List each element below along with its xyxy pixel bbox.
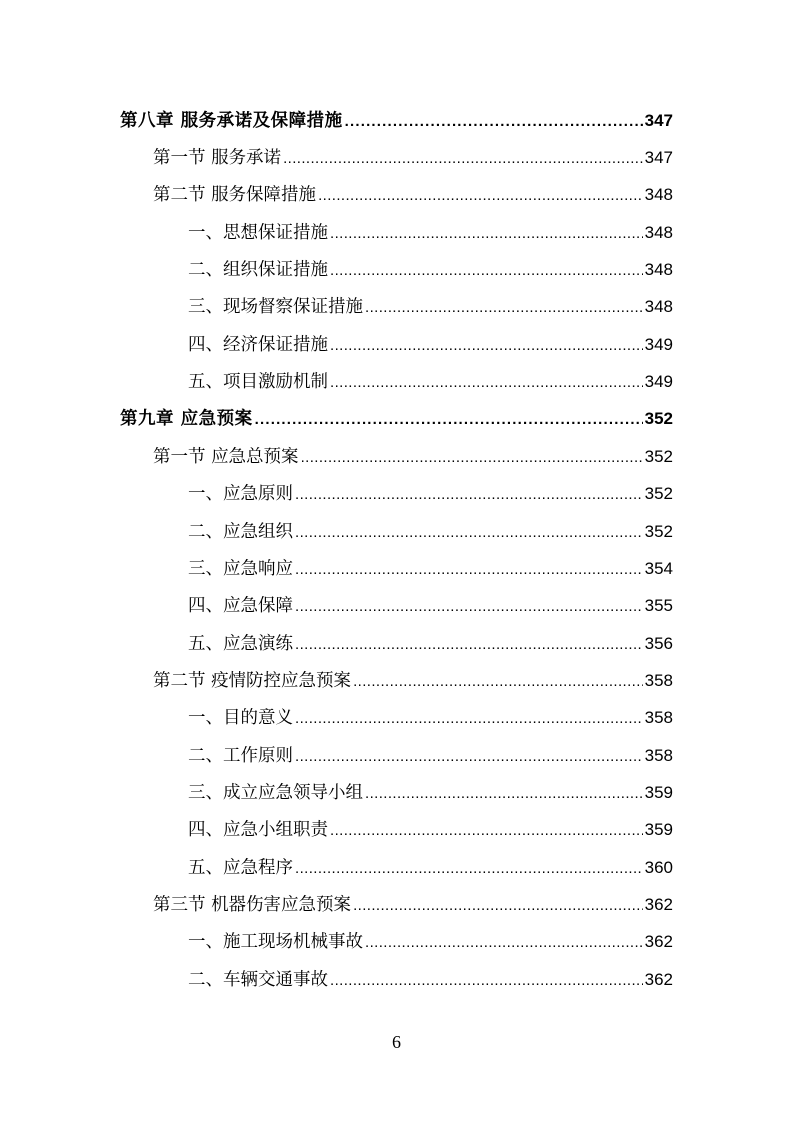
toc-subsection[interactable] — [188, 592, 673, 617]
toc-title: 四、应急保障 — [188, 596, 293, 616]
toc-leader-dots — [345, 113, 643, 130]
toc-page-number: 352 — [644, 484, 673, 503]
toc-subsection[interactable] — [188, 630, 673, 655]
toc-title: 三、成立应急领导小组 — [188, 783, 363, 803]
toc-page-number: 348 — [644, 260, 673, 279]
toc-subsection[interactable] — [188, 480, 673, 505]
toc-page-number: 352 — [644, 447, 673, 466]
toc-title: 一、目的意义 — [188, 708, 293, 728]
toc-page-number: 349 — [644, 372, 673, 391]
toc-page-number: 356 — [644, 634, 673, 653]
toc-title: 三、应急响应 — [188, 559, 293, 579]
toc-title: 五、应急程序 — [188, 858, 293, 878]
toc-subsection[interactable] — [188, 293, 673, 318]
toc-page-number: 358 — [644, 708, 673, 727]
toc-title: 第一节 服务承诺 — [153, 148, 282, 168]
toc-leader-dots — [365, 785, 643, 802]
toc-title: 四、应急小组职责 — [188, 820, 328, 840]
toc-leader-dots — [353, 897, 643, 914]
toc-leader-dots — [330, 822, 643, 839]
toc-subsection[interactable] — [188, 854, 673, 879]
toc-leader-dots — [295, 524, 643, 541]
toc-title: 三、现场督察保证措施 — [188, 297, 363, 317]
toc-leader-dots — [353, 673, 643, 690]
toc-page-number: 352 — [644, 522, 673, 541]
toc-leader-dots — [295, 486, 643, 503]
toc-title: 第九章 应急预案 — [120, 409, 253, 429]
toc-title: 一、思想保证措施 — [188, 223, 328, 243]
toc-subsection[interactable] — [188, 256, 673, 281]
toc-subsection[interactable] — [188, 816, 673, 841]
toc-subsection[interactable] — [188, 742, 673, 767]
toc-leader-dots — [330, 972, 643, 989]
toc-page-number: 362 — [644, 932, 673, 951]
toc-page-number: 354 — [644, 559, 673, 578]
toc-subsection[interactable] — [188, 368, 673, 393]
toc-leader-dots — [318, 187, 643, 204]
toc-page-number: 347 — [644, 148, 673, 167]
toc-title: 五、应急演练 — [188, 634, 293, 654]
toc-page-number: 360 — [644, 858, 673, 877]
toc-leader-dots — [365, 934, 643, 951]
toc-leader-dots — [295, 598, 643, 615]
toc-subsection[interactable] — [188, 219, 673, 244]
toc-subsection[interactable] — [188, 966, 673, 991]
toc-subsection[interactable] — [188, 518, 673, 543]
toc-title: 一、应急原则 — [188, 484, 293, 504]
toc-leader-dots — [365, 299, 643, 316]
toc-leader-dots — [255, 411, 643, 428]
toc-title: 第八章 服务承诺及保障措施 — [120, 111, 343, 131]
toc-title: 第二节 服务保障措施 — [153, 185, 317, 205]
toc-page-number: 358 — [644, 671, 673, 690]
toc-title: 二、应急组织 — [188, 522, 293, 542]
toc-title: 五、项目激励机制 — [188, 372, 328, 392]
toc-title: 一、施工现场机械事故 — [188, 932, 363, 952]
toc-title: 四、经济保证措施 — [188, 335, 328, 355]
toc-leader-dots — [330, 374, 643, 391]
toc-title: 第一节 应急总预案 — [153, 447, 299, 467]
toc-leader-dots — [295, 748, 643, 765]
toc-leader-dots — [295, 561, 643, 578]
toc-chapter[interactable] — [120, 107, 673, 132]
toc-section[interactable] — [153, 667, 673, 692]
toc-subsection[interactable] — [188, 704, 673, 729]
toc-leader-dots — [330, 337, 643, 354]
toc-page-number: 355 — [644, 596, 673, 615]
toc-page-number: 362 — [644, 895, 673, 914]
toc-subsection[interactable] — [188, 928, 673, 953]
toc-page-number: 359 — [644, 783, 673, 802]
toc-page-number: 359 — [644, 820, 673, 839]
toc-leader-dots — [301, 449, 643, 466]
toc-page-number: 348 — [644, 223, 673, 242]
toc-page-number: 349 — [644, 335, 673, 354]
toc-page-number: 347 — [644, 111, 673, 130]
toc-title: 第二节 疫情防控应急预案 — [153, 671, 352, 691]
toc-title: 二、组织保证措施 — [188, 260, 328, 280]
toc-title: 二、工作原则 — [188, 746, 293, 766]
toc-title: 二、车辆交通事故 — [188, 970, 328, 990]
toc-page-number: 348 — [644, 185, 673, 204]
toc-page-number: 352 — [644, 409, 673, 428]
toc-page-number: 358 — [644, 746, 673, 765]
toc-chapter[interactable] — [120, 405, 673, 430]
toc-section[interactable] — [153, 891, 673, 916]
page-number-footer: 6 — [392, 1032, 401, 1052]
toc-subsection[interactable] — [188, 779, 673, 804]
toc-leader-dots — [283, 150, 643, 167]
toc-leader-dots — [330, 262, 643, 279]
toc-section[interactable] — [153, 144, 673, 169]
toc-section[interactable] — [153, 181, 673, 206]
toc-section[interactable] — [153, 443, 673, 468]
toc-page-number: 348 — [644, 297, 673, 316]
toc-subsection[interactable] — [188, 331, 673, 356]
toc-title: 第三节 机器伤害应急预案 — [153, 895, 352, 915]
toc-leader-dots — [295, 710, 643, 727]
toc-leader-dots — [295, 860, 643, 877]
toc-leader-dots — [330, 225, 643, 242]
toc-page-number: 362 — [644, 970, 673, 989]
toc-leader-dots — [295, 636, 643, 653]
toc-subsection[interactable] — [188, 555, 673, 580]
